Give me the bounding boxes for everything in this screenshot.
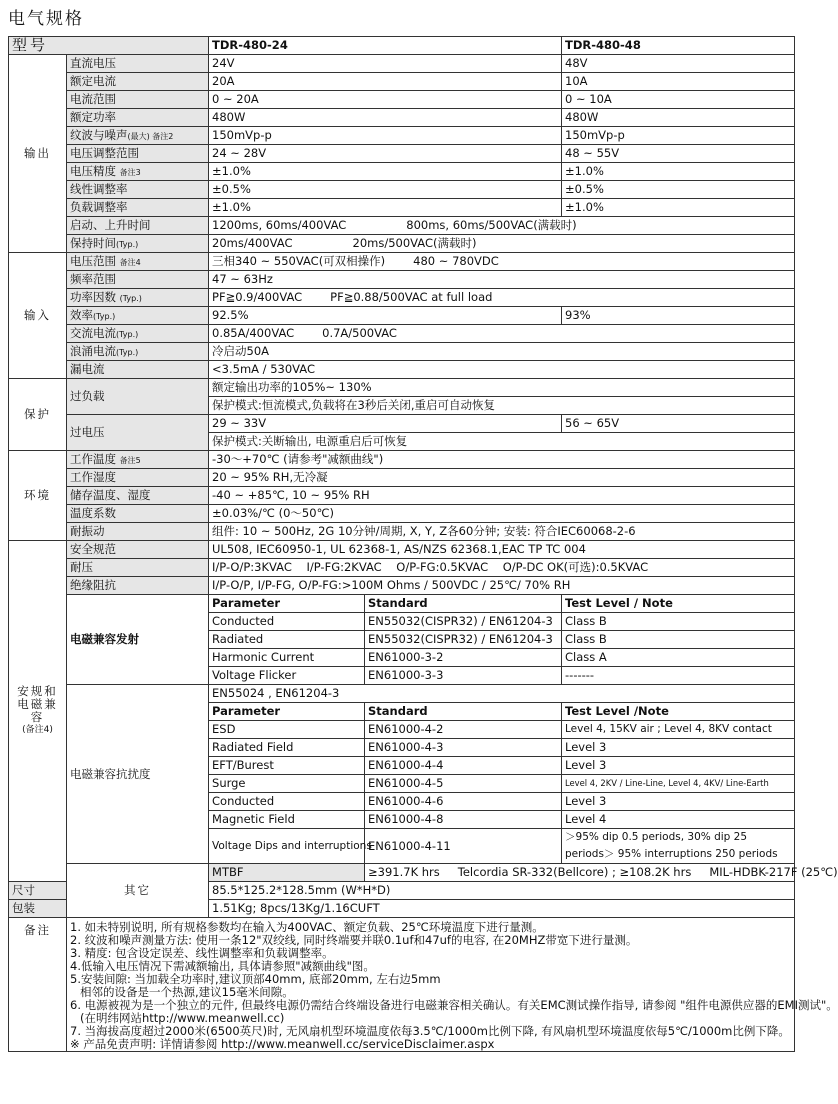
- cell-value: 组件: 10 ~ 500Hz, 2G 10分钟/周期, X, Y, Z各60分钟; 安装: 符合IEC60068-2-6: [209, 523, 795, 541]
- note-line: 5.安装间隙: 当加载全功率时,建议顶部40mm, 底部20mm, 左右边5mm: [70, 972, 441, 986]
- row-label: 额定电流: [67, 73, 209, 91]
- cell-value: -------: [562, 667, 795, 685]
- value-part: 0.7A/500VAC: [322, 326, 397, 340]
- table-row: [9, 918, 795, 1052]
- cell-value: 20A: [209, 73, 562, 91]
- label-text: 浪涌电流: [70, 343, 116, 358]
- cell-value: 48V: [562, 55, 795, 73]
- cell-value: 24V: [209, 55, 562, 73]
- cell-value: I/P-O/P, I/P-FG, O/P-FG:>100M Ohms / 500VDC / 25℃/ 70% RH: [209, 577, 795, 595]
- label-note: (Typ.): [116, 239, 139, 249]
- row-label: 耐压: [67, 559, 209, 577]
- value-part: MIL-HDBK-217F (25℃): [709, 865, 838, 879]
- row-label: 温度系数: [67, 505, 209, 523]
- cell-value: UL508, IEC60950-1, UL 62368-1, AS/NZS 62368.1,EAC TP TC 004: [209, 541, 795, 559]
- cell-value: 0 ~ 10A: [562, 91, 795, 109]
- cell-value: ±1.0%: [209, 163, 562, 181]
- cell-value: ±1.0%: [562, 199, 795, 217]
- cell-value: Level 4, 15KV air ; Level 4, 8KV contact: [562, 721, 795, 739]
- cell-value: Level 3: [562, 793, 795, 811]
- value-part: 20ms/500VAC(满载时): [352, 236, 477, 250]
- cell-value: EN61000-4-5: [365, 775, 562, 793]
- group-safety: [9, 541, 67, 882]
- row-label: 漏电流: [67, 361, 209, 379]
- value-part: 20ms/400VAC: [212, 236, 293, 250]
- row-label: 电磁兼容发射: [67, 595, 209, 685]
- table-row: [9, 145, 795, 163]
- model-label: 型号: [9, 37, 209, 55]
- group-note: (备注4): [22, 725, 53, 735]
- table-row: [9, 199, 795, 217]
- row-label: 安全规范: [67, 541, 209, 559]
- column-header: Test Level / Note: [562, 595, 795, 613]
- cell-value: -40 ~ +85℃, 10 ~ 95% RH: [209, 487, 795, 505]
- note-line: 4.低输入电压情况下需减额输出, 具体请参照"减额曲线"图。: [70, 959, 375, 973]
- row-label: 绝缘阻抗: [67, 577, 209, 595]
- cell-value: 48 ~ 55V: [562, 145, 795, 163]
- cell-value: Voltage Flicker: [209, 667, 365, 685]
- cell-value: Magnetic Field: [209, 811, 365, 829]
- label-text: 功率因数: [70, 289, 116, 304]
- value-part: PF≧0.88/500VAC at full load: [330, 290, 493, 304]
- label-text: 保持时间: [70, 235, 116, 250]
- notes-block: [67, 918, 838, 1052]
- value-part: ≥391.7K hrs: [368, 865, 440, 879]
- row-label: 额定功率: [67, 109, 209, 127]
- cell-value: 92.5%: [209, 307, 562, 325]
- cell-value: Class B: [562, 613, 795, 631]
- cell-value: EN55032(CISPR32) / EN61204-3: [365, 613, 562, 631]
- cell-value: Level 3: [562, 739, 795, 757]
- table-row: [9, 864, 795, 882]
- table-row: [9, 181, 795, 199]
- table-row: [9, 361, 795, 379]
- row-label: 耐振动: [67, 523, 209, 541]
- cell-value: 0 ~ 20A: [209, 91, 562, 109]
- table-row: [9, 415, 795, 433]
- cell-value: Radiated Field: [209, 739, 365, 757]
- cell-value: 1.51Kg; 8pcs/13Kg/1.16CUFT: [209, 900, 795, 918]
- table-row: [9, 253, 795, 271]
- cell-value: EN55032(CISPR32) / EN61204-3: [365, 631, 562, 649]
- table-row: [9, 343, 795, 361]
- cell-value: 冷启动50A: [209, 343, 795, 361]
- group-notes: 备注: [9, 918, 67, 1052]
- cell-value: 56 ~ 65V: [562, 415, 795, 433]
- table-row: [9, 307, 795, 325]
- cell-value: Voltage Dips and interruptions: [209, 829, 365, 864]
- table-row: [9, 55, 795, 73]
- row-label: 频率范围: [67, 271, 209, 289]
- cell-value: Conducted: [209, 613, 365, 631]
- group-environment: 环境: [9, 451, 67, 541]
- label-note: (Typ.): [116, 329, 139, 339]
- model-row: [9, 37, 795, 55]
- note-line: 1. 如未特别说明, 所有规格参数均在输入为400VAC、额定负载、25℃环境温度下进行量测。: [70, 920, 544, 934]
- cell-value: 150mVp-p: [562, 127, 795, 145]
- cell-value: EN61000-4-6: [365, 793, 562, 811]
- spec-table: [8, 36, 838, 1052]
- label-text: 电压精度: [70, 163, 116, 178]
- table-row: [9, 235, 795, 253]
- model-2: TDR-480-48: [562, 37, 795, 55]
- table-row: [9, 163, 795, 181]
- model-1: TDR-480-24: [209, 37, 562, 55]
- table-row: [9, 289, 795, 307]
- cell-value: Conducted: [209, 793, 365, 811]
- cell-value: 10A: [562, 73, 795, 91]
- row-label: [67, 163, 209, 181]
- label-text: 交流电流: [70, 325, 116, 340]
- cell-value: ±0.5%: [209, 181, 562, 199]
- value-part: 1200ms, 60ms/400VAC: [212, 218, 347, 232]
- note-line: 相邻的设备是一个热源,建议15毫米间隙。: [80, 985, 294, 999]
- cell-value: ESD: [209, 721, 365, 739]
- table-row: [9, 109, 795, 127]
- group-output: 输出: [9, 55, 67, 253]
- table-row: [9, 127, 795, 145]
- label-note: 备注3: [119, 167, 141, 177]
- value-part: PF≧0.9/400VAC: [212, 290, 303, 304]
- cell-value: 480W: [562, 109, 795, 127]
- cell-value: I/P-O/P:3KVAC I/P-FG:2KVAC O/P-FG:0.5KVAC O/P-DC OK(可选):0.5KVAC: [209, 559, 795, 577]
- row-label: [67, 235, 209, 253]
- row-label: 包装: [9, 900, 67, 918]
- label-text: 效率: [70, 307, 93, 322]
- row-label: 过电压: [67, 415, 209, 451]
- cell-value: Harmonic Current: [209, 649, 365, 667]
- cell-value: Surge: [209, 775, 365, 793]
- cell-value: EN61000-4-8: [365, 811, 562, 829]
- group-input: 输入: [9, 253, 67, 379]
- cell-value: 150mVp-p: [209, 127, 562, 145]
- label-note: (Typ.): [119, 293, 142, 303]
- cell-value: EN61000-4-11: [365, 829, 562, 864]
- table-row: [9, 469, 795, 487]
- value-part: Telcordia SR-332(Bellcore) ; ≥108.2K hrs: [457, 865, 692, 879]
- row-label: 负载调整率: [67, 199, 209, 217]
- table-row: [9, 379, 795, 397]
- page-title: 电气规格: [8, 9, 84, 29]
- cell-value: EN55024 , EN61204-3: [209, 685, 795, 703]
- table-row: [9, 523, 795, 541]
- cell-value: 29 ~ 33V: [209, 415, 562, 433]
- cell-value: Level 3: [562, 757, 795, 775]
- column-header: Standard: [365, 595, 562, 613]
- row-label: MTBF: [209, 864, 365, 882]
- label-note: (最大) 备注2: [127, 131, 174, 141]
- value-part: 三相340 ~ 550VAC(可双相操作): [212, 254, 386, 268]
- cell-value: 20 ~ 95% RH,无冷凝: [209, 469, 795, 487]
- row-label: 过负载: [67, 379, 209, 415]
- table-row: [9, 73, 795, 91]
- note-line: 2. 纹波和噪声测量方法: 使用一条12"双绞线, 同时终端要并联0.1uf和47uf的电容, 在20MHZ带宽下进行量测。: [70, 933, 638, 947]
- cell-value: -30～+70℃ (请参考"减额曲线"): [209, 451, 795, 469]
- row-label: 电压调整范围: [67, 145, 209, 163]
- cell-value: 47 ~ 63Hz: [209, 271, 795, 289]
- column-header: Test Level /Note: [562, 703, 795, 721]
- value-part: 800ms, 60ms/500VAC(满载时): [406, 218, 577, 232]
- cell-value: EN61000-3-2: [365, 649, 562, 667]
- cell-value: ＞95% dip 0.5 periods, 30% dip 25: [562, 829, 795, 847]
- row-label: [67, 127, 209, 145]
- cell-value: Level 4, 2KV / Line-Line, Level 4, 4KV/ Line-Earth: [562, 775, 795, 793]
- row-label: [67, 307, 209, 325]
- group-label: 安规和电磁兼容: [17, 684, 58, 724]
- table-row: [9, 487, 795, 505]
- label-note: 备注4: [119, 257, 141, 267]
- cell-value: 85.5*125.2*128.5mm (W*H*D): [209, 882, 795, 900]
- cell-value: ±0.5%: [562, 181, 795, 199]
- cell-value: Level 4: [562, 811, 795, 829]
- cell-value: [209, 253, 795, 271]
- label-text: 纹波与噪声: [70, 127, 128, 142]
- cell-value: <3.5mA / 530VAC: [209, 361, 795, 379]
- cell-value: ±1.0%: [562, 163, 795, 181]
- cell-value: 保护模式:关断输出, 电源重启后可恢复: [209, 433, 795, 451]
- label-note: (Typ.): [116, 347, 139, 357]
- cell-value: ±0.03%/℃ (0～50℃): [209, 505, 795, 523]
- column-header: Standard: [365, 703, 562, 721]
- cell-value: periods＞ 95% interruptions 250 periods: [562, 846, 795, 864]
- cell-value: Radiated: [209, 631, 365, 649]
- note-line: (在明纬网站http://www.meanwell.cc): [80, 1011, 285, 1025]
- cell-value: 额定输出功率的105%~ 130%: [209, 379, 795, 397]
- column-header: Parameter: [209, 703, 365, 721]
- table-row: [9, 217, 795, 235]
- table-row: [9, 595, 795, 613]
- value-part: 480 ~ 780VDC: [413, 254, 499, 268]
- cell-value: 保护模式:恒流模式,负载将在3秒后关闭,重启可自动恢复: [209, 397, 795, 415]
- row-label: 电磁兼容抗扰度: [67, 685, 209, 864]
- column-header: Parameter: [209, 595, 365, 613]
- cell-value: EFT/Burest: [209, 757, 365, 775]
- cell-value: [209, 289, 795, 307]
- cell-value: 24 ~ 28V: [209, 145, 562, 163]
- note-line: 7. 当海拔高度超过2000米(6500英尺)时, 无风扇机型环境温度依每3.5℃/1000m比例下降, 有风扇机型环境温度依每5℃/1000m比例下降。: [70, 1024, 790, 1038]
- cell-value: 93%: [562, 307, 795, 325]
- row-label: [67, 343, 209, 361]
- cell-value: [209, 235, 795, 253]
- row-label: [67, 451, 209, 469]
- group-protection: 保护: [9, 379, 67, 451]
- cell-value: [209, 217, 795, 235]
- table-row: [9, 577, 795, 595]
- note-line: 3. 精度: 包含设定误差、线性调整率和负载调整率。: [70, 946, 334, 960]
- label-text: 电压范围: [70, 253, 116, 268]
- table-row: [9, 559, 795, 577]
- cell-value: EN61000-4-4: [365, 757, 562, 775]
- group-others: 其它: [67, 864, 209, 918]
- cell-value: EN61000-3-3: [365, 667, 562, 685]
- row-label: 工作湿度: [67, 469, 209, 487]
- label-text: 工作温度: [70, 451, 116, 466]
- row-label: [67, 289, 209, 307]
- cell-value: Class B: [562, 631, 795, 649]
- table-row: [9, 325, 795, 343]
- table-row: [9, 91, 795, 109]
- table-row: [9, 271, 795, 289]
- row-label: 线性调整率: [67, 181, 209, 199]
- note-line: ※ 产品免责声明: 详情请参阅 http://www.meanwell.cc/serviceDisclaimer.aspx: [70, 1037, 495, 1051]
- row-label: 启动、上升时间: [67, 217, 209, 235]
- cell-value: [365, 864, 838, 882]
- note-line: 6. 电源被视为是一个独立的元件, 但最终电源仍需结合终端设备进行电磁兼容相关确认。有关EMC测试操作指导, 请参阅 "组件电源供应器的EMI测试"。: [70, 998, 838, 1012]
- cell-value: EN61000-4-3: [365, 739, 562, 757]
- cell-value: 480W: [209, 109, 562, 127]
- table-row: [9, 451, 795, 469]
- row-label: 尺寸: [9, 882, 67, 900]
- cell-value: ±1.0%: [209, 199, 562, 217]
- cell-value: Class A: [562, 649, 795, 667]
- row-label: 直流电压: [67, 55, 209, 73]
- row-label: 电流范围: [67, 91, 209, 109]
- row-label: [67, 325, 209, 343]
- row-label: [67, 253, 209, 271]
- table-row: [9, 505, 795, 523]
- table-row: [9, 685, 795, 703]
- cell-value: [209, 325, 795, 343]
- value-part: 0.85A/400VAC: [212, 326, 295, 340]
- table-row: [9, 541, 795, 559]
- cell-value: EN61000-4-2: [365, 721, 562, 739]
- label-note: 备注5: [119, 455, 141, 465]
- row-label: 储存温度、湿度: [67, 487, 209, 505]
- label-note: (Typ.): [93, 311, 116, 321]
